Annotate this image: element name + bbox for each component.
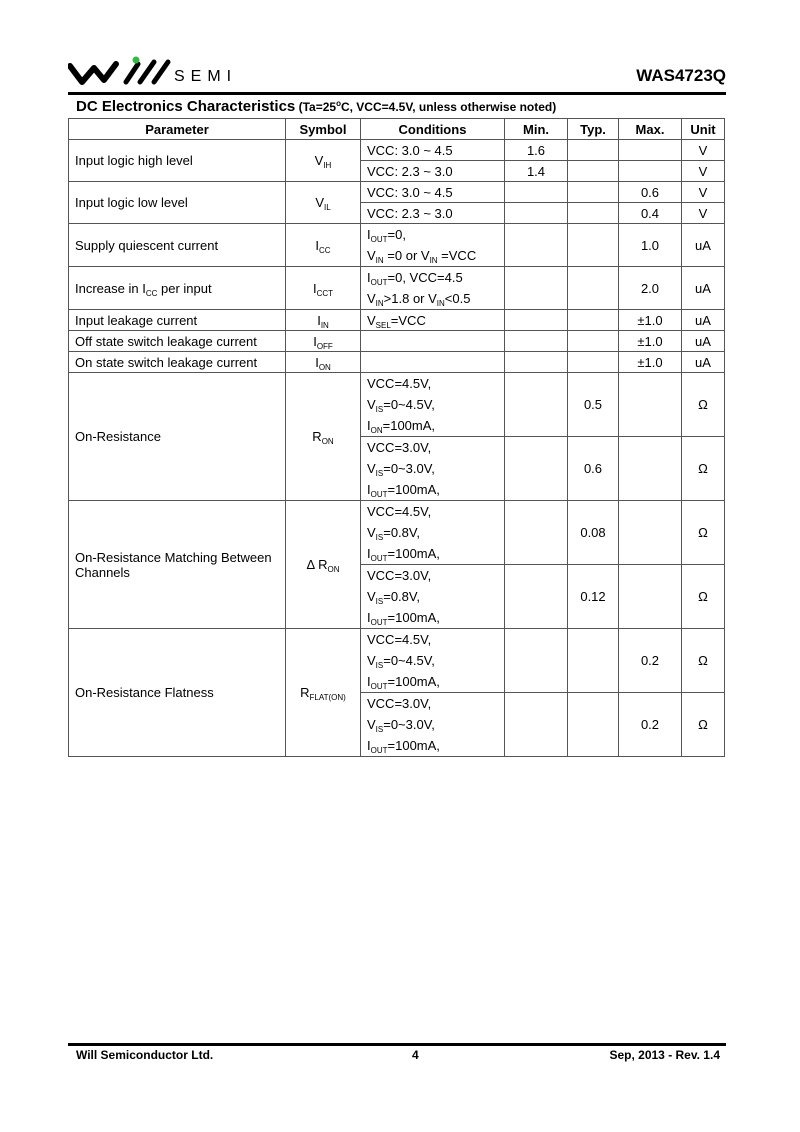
- condition-cell: VCC: 3.0 ~ 4.5: [361, 140, 505, 161]
- min-cell: [505, 203, 568, 224]
- section-note: ($Ta=25^oC$, VCC=4.5V, unless otherwise noted): [295, 99, 557, 114]
- condition-cell: $V_{SEL}=VCC$: [361, 310, 505, 331]
- min-cell: [505, 501, 568, 565]
- symbol-delta-ron: Δ $R_{ON}$: [286, 501, 361, 629]
- min-cell: [505, 629, 568, 693]
- max-cell: 0.2: [619, 693, 682, 757]
- symbol-icc: $I_{CC}$: [286, 224, 361, 267]
- unit-cell: uA: [682, 267, 725, 310]
- unit-cell: Ω: [682, 501, 725, 565]
- max-cell: 2.0: [619, 267, 682, 310]
- header-conditions: Conditions: [361, 119, 505, 140]
- min-cell: 1.4: [505, 161, 568, 182]
- max-cell: [619, 161, 682, 182]
- table-header-row: [69, 119, 725, 140]
- param-vih: Input logic high level: [69, 140, 286, 182]
- max-cell: ±1.0: [619, 310, 682, 331]
- min-cell: [505, 267, 568, 310]
- typ-cell: 0.12: [568, 565, 619, 629]
- max-cell: 0.4: [619, 203, 682, 224]
- unit-cell: uA: [682, 352, 725, 373]
- typ-cell: [568, 203, 619, 224]
- unit-cell: Ω: [682, 565, 725, 629]
- brand-text: SEMI: [174, 68, 238, 85]
- min-cell: [505, 182, 568, 203]
- section-title-text: DC Electronics Characteristics: [76, 98, 296, 115]
- typ-cell: [568, 161, 619, 182]
- symbol-iin: $I_{IN}$: [286, 310, 361, 331]
- table-row: [69, 352, 725, 373]
- param-icc: Supply quiescent current: [69, 224, 286, 267]
- section-title: [76, 98, 556, 115]
- unit-cell: Ω: [682, 373, 725, 437]
- condition-cell: VCC=4.5V, $V_{IS}=0\sim 4.5V$, $I_{ON}=100mA$,: [361, 373, 505, 437]
- max-cell: ±1.0: [619, 352, 682, 373]
- max-cell: [619, 437, 682, 501]
- min-cell: [505, 352, 568, 373]
- min-cell: [505, 437, 568, 501]
- min-cell: [505, 565, 568, 629]
- typ-cell: 0.08: [568, 501, 619, 565]
- header-rule: [68, 92, 726, 95]
- symbol-ioff: $I_{OFF}$: [286, 331, 361, 352]
- condition-cell: VCC=3.0V, $V_{IS}=0.8V$, $I_{OUT}=100mA$,: [361, 565, 505, 629]
- condition-cell: $I_{OUT}=0$, VCC=4.5 $V_{IN}>1.8$ or $V_{IN}<0.5$: [361, 267, 505, 310]
- max-cell: [619, 501, 682, 565]
- param-ion: On state switch leakage current: [69, 352, 286, 373]
- unit-cell: V: [682, 161, 725, 182]
- symbol-rflat: $R_{FLAT(ON)}$: [286, 629, 361, 757]
- condition-cell: VCC: 2.3 ~ 3.0: [361, 161, 505, 182]
- page-header: [68, 56, 726, 92]
- max-cell: 0.2: [619, 629, 682, 693]
- condition-cell: [361, 352, 505, 373]
- typ-cell: [568, 310, 619, 331]
- table-row: [69, 310, 725, 331]
- header-symbol: Symbol: [286, 119, 361, 140]
- symbol-icct: $I_{CCT}$: [286, 267, 361, 310]
- unit-cell: Ω: [682, 629, 725, 693]
- typ-cell: 0.6: [568, 437, 619, 501]
- unit-cell: uA: [682, 310, 725, 331]
- condition-cell: VCC=3.0V, $V_{IS}=0\sim 3.0V$, $I_{OUT}=100mA$,: [361, 437, 505, 501]
- unit-cell: uA: [682, 224, 725, 267]
- param-delta-ron: On-Resistance Matching Between Channels: [69, 501, 286, 629]
- param-rflat: On-Resistance Flatness: [69, 629, 286, 757]
- condition-cell: VCC=3.0V, $V_{IS}=0\sim 3.0V$, $I_{OUT}=100mA$,: [361, 693, 505, 757]
- min-cell: [505, 373, 568, 437]
- max-cell: [619, 373, 682, 437]
- param-iin: Input leakage current: [69, 310, 286, 331]
- document-part-number: WAS4723Q: [636, 66, 726, 85]
- condition-cell: $I_{OUT}=0$, $V_{IN} =0$ or $V_{IN} =VCC$: [361, 224, 505, 267]
- min-cell: [505, 224, 568, 267]
- footer-rule: [68, 1043, 726, 1046]
- max-cell: ±1.0: [619, 331, 682, 352]
- condition-cell: VCC=4.5V, $V_{IS}=0.8V$, $I_{OUT}=100mA$,: [361, 501, 505, 565]
- will-semi-logo: [68, 56, 172, 86]
- table-row: [69, 140, 725, 161]
- unit-cell: Ω: [682, 437, 725, 501]
- header-parameter: Parameter: [69, 119, 286, 140]
- table-row: [69, 182, 725, 203]
- typ-cell: [568, 331, 619, 352]
- symbol-ron: $R_{ON}$: [286, 373, 361, 501]
- max-cell: [619, 565, 682, 629]
- header-max: Max.: [619, 119, 682, 140]
- table-row: [69, 267, 725, 310]
- header-typ: Typ.: [568, 119, 619, 140]
- typ-cell: [568, 267, 619, 310]
- header-min: Min.: [505, 119, 568, 140]
- max-cell: 1.0: [619, 224, 682, 267]
- unit-cell: uA: [682, 331, 725, 352]
- typ-cell: [568, 693, 619, 757]
- max-cell: [619, 140, 682, 161]
- symbol-ion: $I_{ON}$: [286, 352, 361, 373]
- table-row: [69, 331, 725, 352]
- typ-cell: 0.5: [568, 373, 619, 437]
- dc-characteristics-table: [68, 118, 725, 757]
- typ-cell: [568, 140, 619, 161]
- header-unit: Unit: [682, 119, 725, 140]
- condition-cell: VCC: 3.0 ~ 4.5: [361, 182, 505, 203]
- symbol-vih: $V_{IH}$: [286, 140, 361, 182]
- page-number: 4: [412, 1048, 419, 1062]
- param-ioff: Off state switch leakage current: [69, 331, 286, 352]
- max-cell: 0.6: [619, 182, 682, 203]
- min-cell: 1.6: [505, 140, 568, 161]
- param-icct: Increase in $I_{CC}$ per input: [69, 267, 286, 310]
- typ-cell: [568, 629, 619, 693]
- table-row: [69, 629, 725, 693]
- footer-revision: Sep, 2013 - Rev. 1.4: [609, 1048, 720, 1062]
- param-vil: Input logic low level: [69, 182, 286, 224]
- footer-company: Will Semiconductor Ltd.: [76, 1048, 214, 1062]
- unit-cell: V: [682, 203, 725, 224]
- unit-cell: V: [682, 182, 725, 203]
- min-cell: [505, 310, 568, 331]
- symbol-vil: $V_{IL}$: [286, 182, 361, 224]
- unit-cell: Ω: [682, 693, 725, 757]
- condition-cell: [361, 331, 505, 352]
- table-row: [69, 224, 725, 267]
- table-row: [69, 501, 725, 565]
- param-ron: On-Resistance: [69, 373, 286, 501]
- table-row: [69, 373, 725, 437]
- min-cell: [505, 331, 568, 352]
- unit-cell: V: [682, 140, 725, 161]
- condition-cell: VCC=4.5V, $V_{IS}=0\sim 4.5V$, $I_{OUT}=100mA$,: [361, 629, 505, 693]
- condition-cell: VCC: 2.3 ~ 3.0: [361, 203, 505, 224]
- typ-cell: [568, 182, 619, 203]
- typ-cell: [568, 224, 619, 267]
- min-cell: [505, 693, 568, 757]
- typ-cell: [568, 352, 619, 373]
